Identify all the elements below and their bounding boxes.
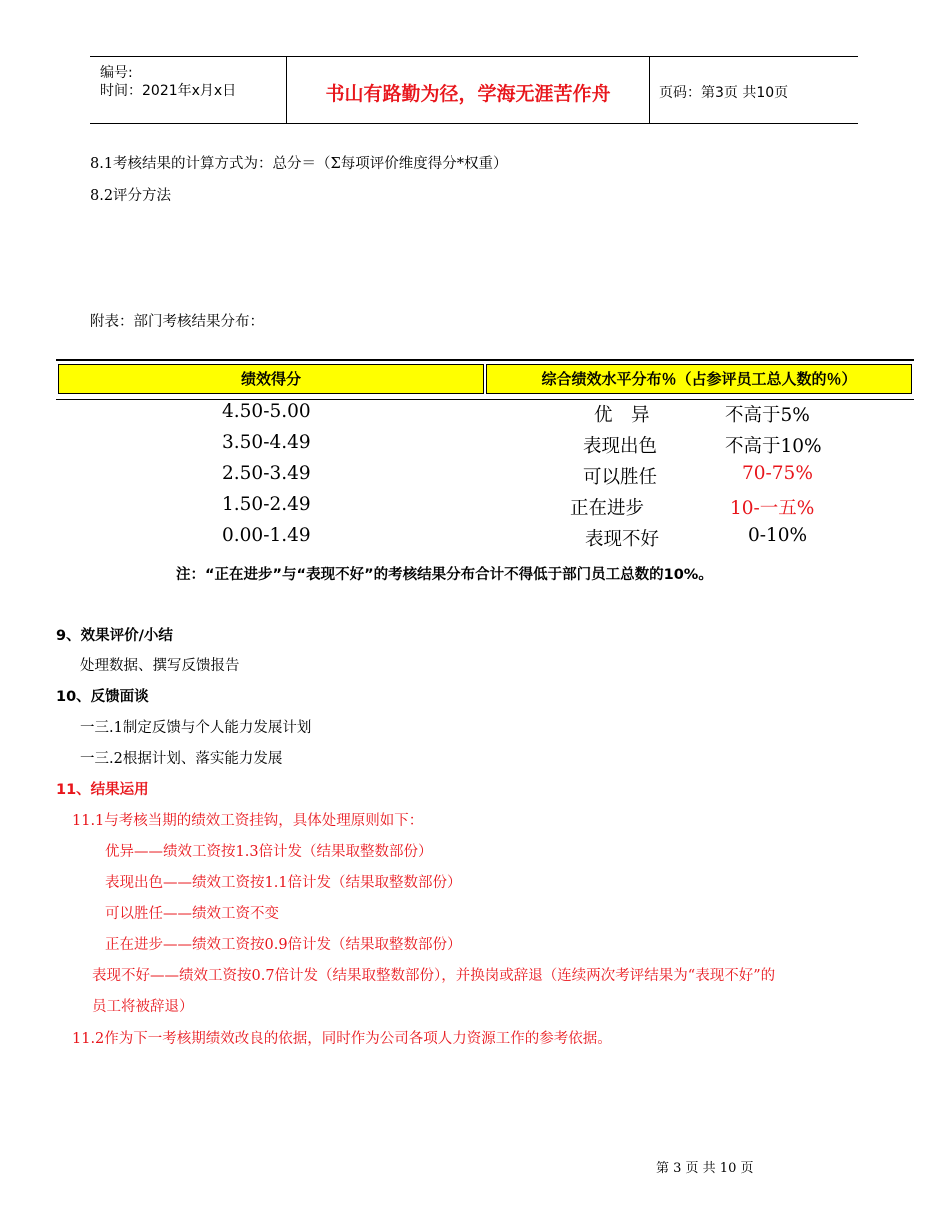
page-footer: 第 3 页 共 10 页 — [656, 1161, 754, 1176]
row-pct: 不高于5% — [725, 405, 810, 426]
row-score: 4.50-5.00 — [222, 401, 311, 422]
header-distribution: 综合绩效水平分布％（占参评员工总人数的％） — [486, 364, 912, 394]
section8-line1: 8.1考核结果的计算方式为：总分＝（Σ每项评价维度得分*权重） — [90, 156, 508, 172]
appendix-label: 附表：部门考核结果分布： — [90, 314, 264, 330]
row-level: 正在进步 — [570, 498, 645, 519]
page-label: 页码：第3页 共10页 — [659, 85, 789, 101]
document-header — [90, 56, 858, 124]
row-pct: 10-一五% — [730, 498, 815, 519]
row-score: 0.00-1.49 — [222, 525, 311, 546]
distribution-table-header — [56, 359, 914, 400]
table-note: 注：“正在进步”与“表现不好”的考核结果分布合计不得低于部门员工总数的10%。 — [176, 567, 713, 583]
section10-title: 10、反馈面谈 — [56, 689, 149, 705]
section10-item2: 一三.2根据计划、落实能力发展 — [80, 751, 283, 767]
row-score: 3.50-4.49 — [222, 432, 311, 453]
section11-item1: 11.1与考核当期的绩效工资挂钩，具体处理原则如下： — [72, 813, 424, 829]
header-page-cell — [649, 57, 858, 123]
row-level: 表现出色 — [583, 436, 658, 457]
row-pct: 不高于10% — [725, 436, 822, 457]
code-label: 编号: — [100, 65, 133, 81]
section10-item1: 一三.1制定反馈与个人能力发展计划 — [80, 720, 312, 736]
rule-improving: 正在进步——绩效工资按0.9倍计发（结果取整数部份） — [105, 937, 462, 953]
rule-outstanding: 表现出色——绩效工资按1.1倍计发（结果取整数部份） — [105, 875, 462, 891]
rule-poor-line2: 员工将被辞退） — [92, 999, 194, 1015]
row-level: 优 异 — [594, 405, 650, 426]
row-level: 可以胜任 — [583, 467, 658, 488]
rule-excellent: 优异——绩效工资按1.3倍计发（结果取整数部份） — [105, 844, 433, 860]
section11-item2: 11.2作为下一考核期绩效改良的依据，同时作为公司各项人力资源工作的参考依据。 — [72, 1031, 612, 1047]
header-meta-cell — [90, 57, 286, 123]
header-score: 绩效得分 — [58, 364, 484, 394]
row-score: 1.50-2.49 — [222, 494, 311, 515]
time-label: 时间：2021年x月x日 — [100, 83, 237, 99]
row-pct: 70-75% — [742, 463, 813, 484]
header-motto-cell — [286, 57, 650, 123]
section9-text: 处理数据、撰写反馈报告 — [80, 658, 240, 674]
rule-poor-line1: 表现不好——绩效工资按0.7倍计发（结果取整数部份），并换岗或辞退（连续两次考评结果为“表现不好”的 — [92, 968, 776, 984]
section8-line2: 8.2评分方法 — [90, 188, 172, 204]
section11-title: 11、结果运用 — [56, 782, 149, 798]
row-level: 表现不好 — [585, 529, 660, 550]
rule-competent: 可以胜任——绩效工资不变 — [105, 906, 279, 922]
row-pct: 0-10% — [748, 525, 808, 546]
section9-title: 9、效果评价/小结 — [56, 628, 173, 644]
row-score: 2.50-3.49 — [222, 463, 311, 484]
motto: 书山有路勤为径，学海无涯苦作舟 — [325, 83, 611, 105]
